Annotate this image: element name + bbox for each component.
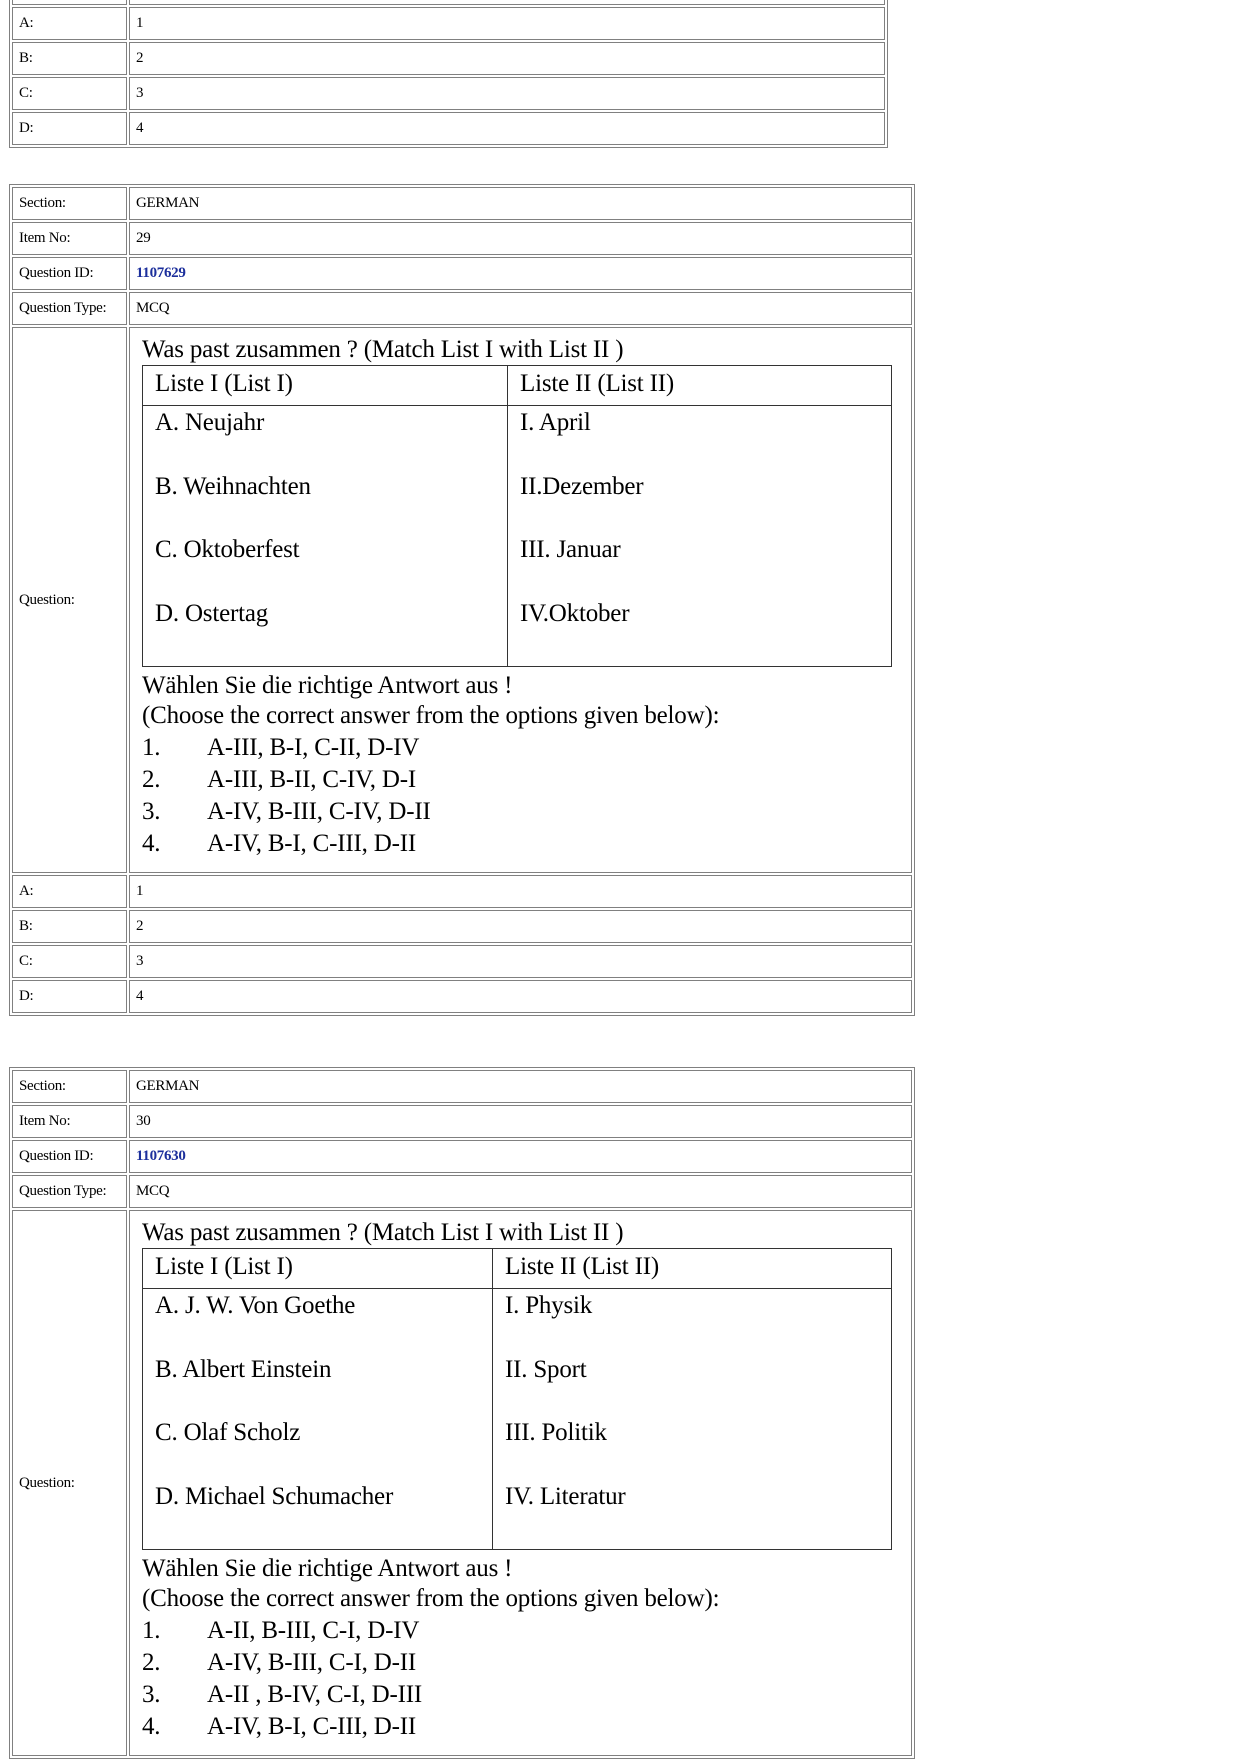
option-number: 2. — [142, 766, 161, 793]
option-number: 3. — [142, 798, 161, 825]
answer-value: 4 — [129, 980, 912, 1013]
item-no-value: 29 — [129, 222, 912, 255]
option-text: A-III, B-II, C-IV, D-I — [207, 766, 416, 793]
prev-question-block — [9, 0, 888, 148]
question-type-row — [12, 1175, 912, 1208]
question-type-label: Question Type: — [12, 292, 127, 325]
option-text: A-IV, B-I, C-III, D-II — [207, 1713, 416, 1740]
answer-label: A: — [12, 875, 127, 908]
option-1 — [142, 732, 899, 764]
answer-value: 1 — [129, 7, 885, 40]
question-block-30 — [9, 1067, 915, 1759]
section-value: GERMAN — [129, 1070, 912, 1103]
option-number: 4. — [142, 1713, 161, 1740]
option-2 — [142, 764, 899, 796]
question-type-row — [12, 292, 912, 325]
answer-row-a — [12, 875, 912, 908]
list1-item: C. Olaf Scholz — [155, 1419, 301, 1446]
answer-value: 3 — [129, 945, 912, 978]
question-title: Was past zusammen ? (Match List I with List II ) — [142, 1219, 624, 1246]
option-text: A-IV, B-III, C-IV, D-II — [207, 798, 431, 825]
list2-header: Liste II (List II) — [493, 1249, 892, 1289]
option-3 — [142, 1679, 899, 1711]
question-type-label: Question Type: — [12, 1175, 127, 1208]
answer-value: 2 — [129, 910, 912, 943]
answer-row-b — [12, 910, 912, 943]
answer-row-a — [12, 7, 885, 40]
list1-item: B. Albert Einstein — [155, 1355, 332, 1383]
list1-item: D. Ostertag — [155, 599, 269, 627]
question-id-row — [12, 1140, 912, 1173]
item-no-label: Item No: — [12, 222, 127, 255]
list2-item: I. Physik — [505, 1292, 593, 1319]
instruction-german: Wählen Sie die richtige Antwort aus ! — [142, 1555, 513, 1582]
list2-item: II. Sport — [505, 1355, 587, 1383]
question-content — [129, 1210, 912, 1756]
answer-label: C: — [12, 77, 127, 110]
list2-item: III. Januar — [520, 536, 621, 563]
question-row — [12, 327, 912, 873]
option-text: A-II , B-IV, C-I, D-III — [207, 1681, 423, 1708]
list2-items — [508, 406, 892, 667]
instruction-english: (Choose the correct answer from the options given below): — [142, 1585, 720, 1612]
option-number: 1. — [142, 734, 161, 761]
answer-value: 1 — [129, 875, 912, 908]
answer-row-d — [12, 980, 912, 1013]
question-id-row — [12, 257, 912, 290]
option-number: 3. — [142, 1681, 161, 1708]
section-row — [12, 1070, 912, 1103]
list1-item: D. Michael Schumacher — [155, 1482, 394, 1510]
question-label: Question: — [12, 327, 127, 873]
list1-item: A. Neujahr — [155, 409, 265, 436]
option-number: 2. — [142, 1649, 161, 1676]
option-4 — [142, 828, 899, 860]
section-label: Section: — [12, 187, 127, 220]
list2-item: II.Dezember — [520, 472, 644, 500]
question-type-value: MCQ — [129, 1175, 912, 1208]
option-1 — [142, 1615, 899, 1647]
answer-row-b — [12, 42, 885, 75]
answer-label: D: — [12, 112, 127, 145]
option-4 — [142, 1711, 899, 1743]
option-2 — [142, 1647, 899, 1679]
list2-item: IV.Oktober — [520, 599, 630, 627]
item-no-row — [12, 1105, 912, 1138]
option-number: 4. — [142, 830, 161, 857]
list1-item: C. Oktoberfest — [155, 536, 300, 563]
option-text: A-IV, B-III, C-I, D-II — [207, 1649, 416, 1676]
option-text: A-III, B-I, C-II, D-IV — [207, 734, 420, 761]
question-title: Was past zusammen ? (Match List I with List II ) — [142, 336, 624, 363]
instruction-english: (Choose the correct answer from the options given below): — [142, 702, 720, 729]
answer-row-c — [12, 77, 885, 110]
question-id-label: Question ID: — [12, 257, 127, 290]
question-id-value: 1107630 — [129, 1140, 912, 1173]
match-table — [142, 365, 892, 667]
option-text: A-II, B-III, C-I, D-IV — [207, 1617, 420, 1644]
option-text: A-IV, B-I, C-III, D-II — [207, 830, 416, 857]
list1-item: B. Weihnachten — [155, 472, 311, 500]
list1-item: A. J. W. Von Goethe — [155, 1292, 356, 1319]
option-number: 1. — [142, 1617, 161, 1644]
list2-item: I. April — [520, 409, 591, 436]
answer-value: 3 — [129, 77, 885, 110]
list1-items — [143, 1289, 493, 1550]
question-block-29 — [9, 184, 915, 1016]
prev-question-cell-edge-value — [129, 0, 885, 5]
item-no-row — [12, 222, 912, 255]
match-table — [142, 1248, 892, 1550]
list2-item: III. Politik — [505, 1419, 607, 1446]
prev-question-cell-edge — [12, 0, 127, 5]
question-id-value: 1107629 — [129, 257, 912, 290]
instruction-german: Wählen Sie die richtige Antwort aus ! — [142, 672, 513, 699]
item-no-label: Item No: — [12, 1105, 127, 1138]
list2-items — [493, 1289, 892, 1550]
list2-item: IV. Literatur — [505, 1482, 626, 1510]
question-label: Question: — [12, 1210, 127, 1756]
answer-label: D: — [12, 980, 127, 1013]
answer-label: B: — [12, 42, 127, 75]
section-row — [12, 187, 912, 220]
answer-value: 4 — [129, 112, 885, 145]
answer-row-c — [12, 945, 912, 978]
list1-header: Liste I (List I) — [143, 1249, 493, 1289]
answer-row-d — [12, 112, 885, 145]
option-3 — [142, 796, 899, 828]
question-id-label: Question ID: — [12, 1140, 127, 1173]
answer-value: 2 — [129, 42, 885, 75]
question-type-value: MCQ — [129, 292, 912, 325]
answer-label: A: — [12, 7, 127, 40]
list1-items — [143, 406, 508, 667]
answer-label: B: — [12, 910, 127, 943]
item-no-value: 30 — [129, 1105, 912, 1138]
list1-header: Liste I (List I) — [143, 366, 508, 406]
question-content — [129, 327, 912, 873]
section-label: Section: — [12, 1070, 127, 1103]
question-row — [12, 1210, 912, 1756]
section-value: GERMAN — [129, 187, 912, 220]
answer-label: C: — [12, 945, 127, 978]
list2-header: Liste II (List II) — [508, 366, 892, 406]
